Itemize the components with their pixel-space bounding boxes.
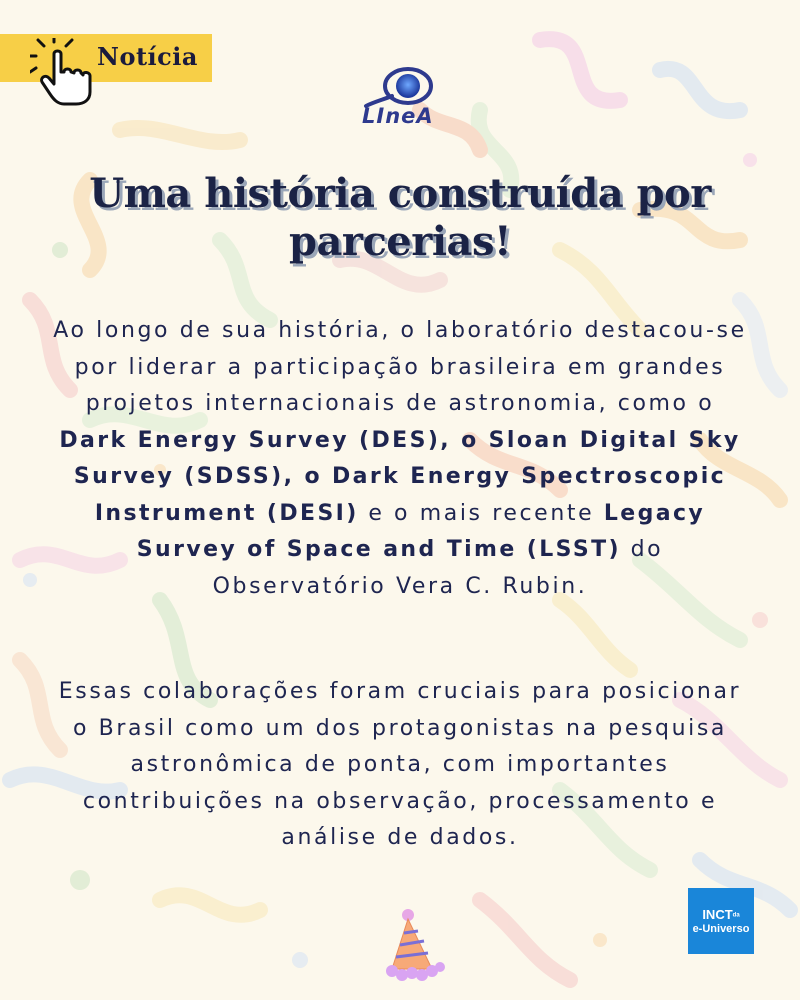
inct-line2: e-Universo	[692, 923, 750, 935]
inct-e-universo-logo	[688, 888, 754, 954]
paragraph-partnerships	[48, 313, 752, 605]
paragraph-collaborations: Essas colaborações foram cruciais para posicionar o Brasil como um dos protagonistas na pesquisa astronômica de ponta, com importantes contribuições na observação, processamento e análise de dados.	[58, 679, 742, 850]
inct-sub: da	[732, 912, 740, 919]
page-title: Uma história construída por parcerias!	[89, 170, 711, 265]
party-hat-icon	[384, 905, 448, 985]
bold-run: Legacy Survey of Space and Time (LSST)	[136, 500, 706, 562]
text-run: e o mais recente	[358, 500, 604, 526]
inct-line1: INCT	[702, 907, 733, 922]
text-run: Ao longo de sua história, o laboratório destacou-se por liderar a participação brasileira em grandes projetos internacionais de astronomia, como o	[53, 318, 747, 416]
text-run: do Observatório Vera C. Rubin.	[212, 537, 664, 599]
badge-label: Notícia	[97, 42, 198, 71]
pointing-hand-click-icon	[30, 38, 102, 106]
bold-run: Dark Energy Survey (DES), o Sloan Digital Sky Survey (SDSS), o Dark Energy Spectroscopic Instrument (DESI)	[59, 427, 741, 526]
linea-wordmark: LIneA	[362, 104, 434, 128]
